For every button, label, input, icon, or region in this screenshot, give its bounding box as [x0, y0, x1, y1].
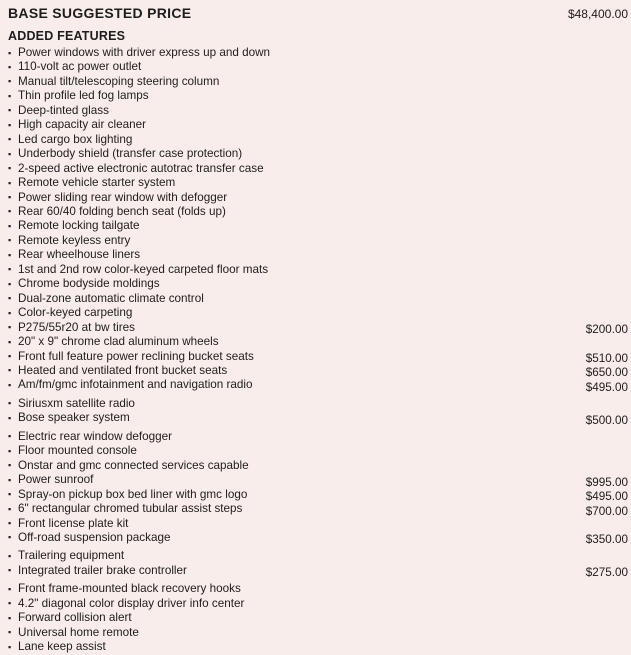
feature-item — [8, 292, 204, 306]
feature-row — [8, 488, 628, 502]
bullet-icon: ▪ — [8, 119, 12, 130]
feature-row — [8, 430, 628, 444]
feature-item — [8, 104, 109, 118]
base-price-label: BASE SUGGESTED PRICE — [8, 5, 192, 21]
bullet-icon: ▪ — [8, 336, 12, 347]
feature-label: Power sunroof — [18, 473, 94, 487]
feature-item — [8, 263, 268, 277]
bullet-icon: ▪ — [8, 503, 12, 514]
feature-item — [8, 597, 244, 611]
feature-item — [8, 582, 241, 596]
feature-label: Manual tilt/telescoping steering column — [18, 74, 220, 88]
feature-price: $495.00 — [585, 380, 628, 394]
feature-row — [8, 531, 628, 545]
feature-row — [8, 234, 628, 248]
feature-price: $700.00 — [585, 504, 628, 518]
feature-label: Rear 60/40 folding bench seat (folds up) — [18, 204, 226, 218]
feature-price: $995.00 — [585, 475, 628, 489]
bullet-icon: ▪ — [8, 105, 12, 116]
feature-row — [8, 277, 628, 291]
feature-label: Dual-zone automatic climate control — [18, 291, 204, 305]
feature-item — [8, 89, 149, 103]
feature-row — [8, 89, 628, 103]
feature-item — [8, 219, 140, 233]
feature-row — [8, 147, 628, 161]
bullet-icon: ▪ — [8, 379, 12, 390]
feature-label: Trailering equipment — [18, 549, 125, 563]
feature-label: Spray-on pickup box bed liner with gmc logo — [18, 487, 248, 501]
feature-row — [8, 335, 628, 349]
feature-label: 6" rectangular chromed tubular assist steps — [18, 502, 243, 516]
feature-item — [8, 611, 132, 625]
feature-item — [8, 626, 139, 640]
feature-row — [8, 350, 628, 364]
feature-label: Onstar and gmc connected services capable — [18, 458, 249, 472]
feature-row — [8, 219, 628, 233]
added-features-heading: ADDED FEATURES — [8, 29, 126, 43]
feature-price: $650.00 — [585, 366, 628, 380]
bullet-icon: ▪ — [8, 565, 12, 576]
bullet-icon: ▪ — [8, 365, 12, 376]
feature-label: 2-speed active electronic autotrac transfer case — [18, 161, 264, 175]
feature-item — [8, 459, 249, 473]
feature-item — [8, 549, 124, 563]
bullet-icon: ▪ — [8, 278, 12, 289]
bullet-icon: ▪ — [8, 293, 12, 304]
feature-label: 4.2" diagonal color display driver info center — [18, 596, 245, 610]
feature-row — [8, 60, 628, 74]
feature-row — [8, 104, 628, 118]
bullet-icon: ▪ — [8, 220, 12, 231]
feature-item — [8, 397, 135, 411]
bullet-icon: ▪ — [8, 177, 12, 188]
bullet-icon: ▪ — [8, 235, 12, 246]
feature-row — [8, 321, 628, 335]
feature-item — [8, 306, 132, 320]
feature-label: P275/55r20 at bw tires — [18, 320, 135, 334]
feature-label: Color-keyed carpeting — [18, 306, 133, 320]
bullet-icon: ▪ — [8, 163, 12, 174]
feature-row — [8, 306, 628, 320]
feature-label: Universal home remote — [18, 625, 139, 639]
bullet-icon: ▪ — [8, 351, 12, 362]
bullet-icon: ▪ — [8, 90, 12, 101]
feature-row — [8, 176, 628, 190]
feature-label: Forward collision alert — [18, 611, 132, 625]
feature-label: Power windows with driver express up and down — [18, 46, 271, 59]
bullet-icon: ▪ — [8, 148, 12, 159]
feature-row — [8, 582, 628, 596]
bullet-icon: ▪ — [8, 612, 12, 623]
bullet-icon: ▪ — [8, 518, 12, 528]
feature-row — [8, 411, 628, 425]
bullet-icon: ▪ — [8, 134, 12, 145]
feature-row — [8, 444, 628, 458]
bullet-icon: ▪ — [8, 307, 12, 318]
feature-item — [8, 133, 132, 147]
feature-row — [8, 397, 628, 411]
feature-item — [8, 640, 106, 654]
base-price-row — [8, 5, 628, 22]
feature-row — [8, 263, 628, 277]
feature-label: Chrome bodyside moldings — [18, 277, 160, 291]
feature-label: Front full feature power reclining bucket seats — [18, 349, 254, 363]
feature-row — [8, 626, 628, 640]
feature-item — [8, 473, 93, 487]
feature-item — [8, 191, 227, 205]
feature-item — [8, 531, 170, 545]
feature-label: Deep-tinted glass — [18, 103, 109, 117]
feature-row — [8, 191, 628, 205]
bullet-icon: ▪ — [8, 249, 12, 260]
feature-row — [8, 502, 628, 516]
feature-item — [8, 502, 242, 516]
bullet-icon: ▪ — [8, 474, 12, 485]
feature-label: Electric rear window defogger — [18, 429, 172, 443]
feature-item — [8, 378, 253, 392]
feature-label: Remote vehicle starter system — [18, 176, 176, 190]
feature-row — [8, 364, 628, 378]
feature-label: Front frame-mounted black recovery hooks — [18, 582, 241, 596]
feature-item — [8, 364, 227, 378]
feature-price: $495.00 — [585, 490, 628, 504]
bullet-icon: ▪ — [8, 641, 12, 652]
feature-label: Remote locking tailgate — [18, 219, 140, 233]
feature-row — [8, 292, 628, 306]
feature-item — [8, 430, 172, 444]
feature-row — [8, 133, 628, 147]
base-price-value: $48,400.00 — [567, 7, 628, 21]
feature-row — [8, 517, 628, 531]
feature-label: High capacity air cleaner — [18, 118, 146, 132]
bullet-icon: ▪ — [8, 264, 12, 275]
feature-row — [8, 459, 628, 473]
feature-label: Am/fm/gmc infotainment and navigation radio — [18, 378, 253, 392]
feature-row — [8, 640, 628, 654]
feature-row — [8, 611, 628, 625]
feature-price: $510.00 — [585, 352, 628, 366]
bullet-icon: ▪ — [8, 76, 12, 87]
feature-price: $350.00 — [585, 533, 628, 547]
feature-item — [8, 444, 137, 458]
feature-label: Thin profile led fog lamps — [18, 89, 149, 103]
feature-item — [8, 488, 247, 502]
bullet-icon: ▪ — [8, 583, 12, 594]
feature-item — [8, 205, 226, 219]
feature-item — [8, 60, 141, 74]
feature-item — [8, 564, 187, 578]
feature-row — [8, 549, 628, 563]
feature-row — [8, 205, 628, 219]
feature-item — [8, 162, 264, 176]
feature-row — [8, 162, 628, 176]
feature-row — [8, 248, 628, 262]
feature-item — [8, 176, 175, 190]
bullet-icon: ▪ — [8, 627, 12, 638]
feature-item — [8, 321, 135, 335]
bullet-icon: ▪ — [8, 532, 12, 543]
feature-row — [8, 378, 628, 392]
feature-item — [8, 335, 219, 349]
feature-label: Off-road suspension package — [18, 530, 171, 544]
feature-label: Floor mounted console — [18, 444, 137, 458]
bullet-icon: ▪ — [8, 206, 12, 217]
feature-label: 110-volt ac power outlet — [18, 60, 142, 74]
feature-label: Rear wheelhouse liners — [18, 248, 141, 262]
feature-label: Heated and ventilated front bucket seats — [18, 363, 228, 377]
feature-item — [8, 248, 140, 262]
bullet-icon: ▪ — [8, 61, 12, 72]
bullet-icon: ▪ — [8, 431, 12, 442]
feature-price: $200.00 — [585, 323, 628, 337]
feature-row — [8, 473, 628, 487]
feature-item — [8, 118, 146, 132]
feature-label: Siriusxm satellite radio — [18, 396, 135, 410]
feature-label: Led cargo box lighting — [18, 132, 133, 146]
bullet-icon: ▪ — [8, 398, 12, 409]
feature-label: Lane keep assist — [18, 640, 106, 654]
feature-item — [8, 147, 242, 161]
bullet-icon: ▪ — [8, 192, 12, 203]
bullet-icon: ▪ — [8, 412, 12, 423]
feature-row — [8, 118, 628, 132]
feature-item — [8, 46, 270, 60]
feature-row — [8, 597, 628, 611]
feature-item — [8, 350, 254, 364]
feature-label: Bose speaker system — [18, 411, 130, 425]
feature-label: Underbody shield (transfer case protection) — [18, 147, 243, 161]
feature-item — [8, 75, 219, 89]
bullet-icon: ▪ — [8, 598, 12, 609]
bullet-icon: ▪ — [8, 460, 12, 471]
bullet-icon: ▪ — [8, 550, 12, 561]
feature-price: $500.00 — [585, 413, 628, 427]
feature-price: $275.00 — [585, 566, 628, 580]
feature-row — [8, 75, 628, 89]
feature-label: 20" x 9" chrome clad aluminum wheels — [18, 335, 219, 349]
feature-label: Integrated trailer brake controller — [18, 563, 187, 577]
bullet-icon: ▪ — [8, 47, 12, 58]
bullet-icon: ▪ — [8, 489, 12, 500]
feature-label: Power sliding rear window with defogger — [18, 190, 228, 204]
feature-label: Front license plate kit — [18, 516, 129, 530]
bullet-icon: ▪ — [8, 322, 12, 333]
bullet-icon: ▪ — [8, 445, 12, 456]
feature-row — [8, 564, 628, 578]
feature-item — [8, 517, 128, 531]
feature-label: Remote keyless entry — [18, 233, 131, 247]
feature-row — [8, 46, 628, 60]
feature-item — [8, 411, 130, 425]
feature-item — [8, 277, 160, 291]
feature-label: 1st and 2nd row color-keyed carpeted floor mats — [18, 262, 269, 276]
features-list — [8, 46, 628, 655]
feature-item — [8, 234, 130, 248]
